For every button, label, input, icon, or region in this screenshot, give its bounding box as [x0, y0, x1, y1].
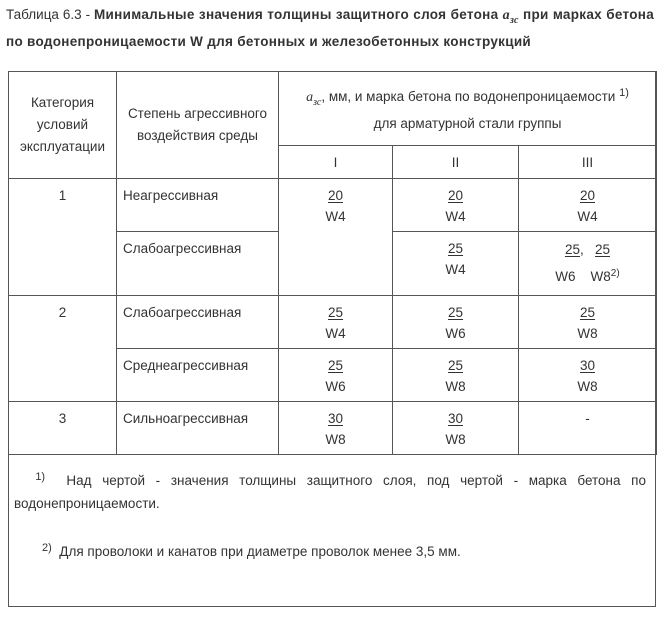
environment-cell: Слабоагрессивная: [117, 296, 279, 349]
cover-symbol: $a_{зс}$: [306, 89, 322, 108]
steel-group-1: I: [279, 146, 393, 179]
note-1-text: Над чертой - значения толщины защитного слоя, под чертой - марка бетона по водонепроницаемости.: [14, 473, 646, 511]
note-1: [14, 466, 646, 515]
environment-cell: Среднеагрессивная: [117, 349, 279, 402]
value-cell: $\frac{30}{W8}$: [279, 402, 393, 455]
value-cell: $\frac{20}{W4}$: [519, 179, 657, 232]
note-1-ref: 1): [35, 471, 46, 483]
title-bold-before: Минимальные значения толщины защитного слоя бетона: [94, 7, 503, 22]
value-cell-two-options: 25, 25 W6 W8$^{2)}$: [519, 232, 657, 296]
header-row: [9, 72, 657, 146]
category-cell: 3: [9, 402, 117, 455]
environment-cell: Неагрессивная: [117, 179, 279, 232]
value-cell: $\frac{25}{W6}$: [393, 296, 519, 349]
value-cell: $\frac{25}{W4}$: [279, 296, 393, 349]
value-cell-empty: -: [519, 402, 657, 455]
steel-group-3: III: [519, 146, 657, 179]
title-prefix: Таблица 6.3 -: [6, 7, 95, 22]
cover-thickness-symbol: $a_{зс}$: [502, 8, 519, 26]
header-cover-group: [279, 72, 657, 146]
steel-group-2: II: [393, 146, 519, 179]
value-cell: $\frac{25}{W4}$: [393, 232, 519, 296]
value-cell: $\frac{30}{W8}$: [519, 349, 657, 402]
category-cell: 1: [9, 179, 117, 296]
note-2: [42, 537, 461, 563]
table-title: [6, 4, 654, 52]
header-environment: Степень агрессивного воздействия среды: [117, 72, 279, 179]
environment-cell: Слабоагрессивная: [117, 232, 279, 296]
value-cell: $\frac{30}{W8}$: [393, 402, 519, 455]
table-row: [9, 296, 657, 349]
cover-thickness-table: [8, 71, 657, 455]
value-cell: $\frac{20}{W4}$: [279, 179, 393, 296]
table-row: [9, 179, 657, 232]
category-cell: 2: [9, 296, 117, 402]
header-note-ref: 1): [619, 86, 629, 99]
header-group-line2: для арматурной стали группы: [373, 116, 562, 132]
value-cell: $\frac{25}{W8}$: [393, 349, 519, 402]
note-ref: 2): [610, 268, 620, 279]
title-bold-after: при марках бетона по водонепроницаемости W для бетонных и железобетонных конструкций: [6, 7, 655, 49]
table-row: [9, 402, 657, 455]
header-category: Категория условий эксплуатации: [9, 72, 117, 179]
table-notes: [8, 454, 656, 607]
value-cell: $\frac{25}{W8}$: [519, 296, 657, 349]
note-2-ref: 2): [42, 542, 52, 554]
note-2-text: Для проволоки и канатов при диаметре проволок менее 3,5 мм.: [59, 544, 461, 559]
header-group-text: , мм, и марка бетона по водонепроницаемости: [321, 88, 616, 104]
value-cell: $\frac{25}{W6}$: [279, 349, 393, 402]
environment-cell: Сильноагрессивная: [117, 402, 279, 455]
value-cell: $\frac{20}{W4}$: [393, 179, 519, 232]
